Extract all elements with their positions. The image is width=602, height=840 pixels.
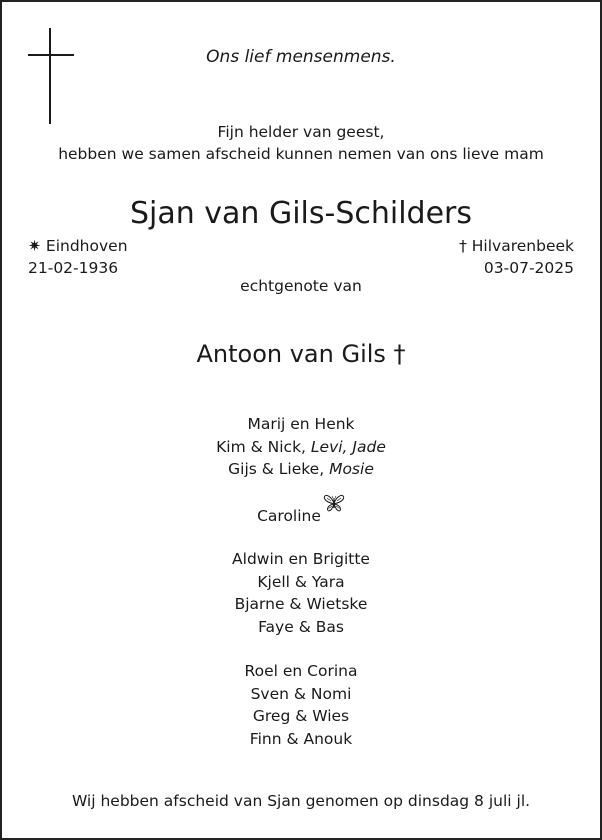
family-line: Sven & Nomi bbox=[250, 684, 352, 703]
family-line: Greg & Wies bbox=[252, 707, 350, 725]
intro-line-2: hebben we samen afscheid kunnen nemen van ons lieve mam bbox=[58, 145, 544, 163]
grandchildren-names: Levi, Jade bbox=[310, 437, 386, 456]
motto: Ons lief mensenmens. bbox=[206, 47, 396, 67]
family-names: Caroline bbox=[257, 507, 321, 525]
family-line: Kjell & Yara bbox=[257, 572, 345, 591]
family-line bbox=[0, 458, 602, 481]
family-line: Aldwin en Brigitte bbox=[232, 550, 370, 568]
family-group-2 bbox=[0, 503, 602, 528]
intro-text bbox=[0, 121, 602, 165]
birth-place: ✷ Eindhoven bbox=[28, 237, 128, 255]
family-group-4 bbox=[0, 660, 602, 750]
family-line: Bjarne & Wietske bbox=[234, 595, 368, 613]
death-info bbox=[459, 235, 574, 279]
family-group-1 bbox=[0, 413, 602, 481]
grandchildren-names: Mosie bbox=[329, 460, 374, 478]
family-line bbox=[0, 503, 602, 528]
family-line: Marij en Henk bbox=[247, 415, 355, 433]
family-line: Roel en Corina bbox=[244, 662, 358, 680]
spouse-name: Antoon van Gils † bbox=[196, 340, 406, 368]
cross-icon bbox=[28, 28, 76, 124]
spouse-label: echtgenote van bbox=[240, 277, 362, 295]
birth-info bbox=[28, 235, 128, 279]
butterfly-icon bbox=[323, 493, 345, 513]
family-line: Faye & Bas bbox=[258, 617, 344, 636]
death-place: † Hilvarenbeek bbox=[459, 237, 574, 255]
family-line bbox=[0, 436, 602, 459]
birth-date: 21-02-1936 bbox=[28, 259, 119, 277]
family-names: Kim & Nick, bbox=[216, 437, 311, 456]
closing-text: Wij hebben afscheid van Sjan genomen op dinsdag 8 juli jl. bbox=[71, 792, 531, 810]
family-names: Gijs & Lieke, bbox=[228, 460, 330, 478]
deceased-name: Sjan van Gils-Schilders bbox=[129, 196, 473, 231]
intro-line-1: Fijn helder van geest, bbox=[217, 123, 385, 141]
family-group-3 bbox=[0, 548, 602, 638]
family-line: Finn & Anouk bbox=[249, 729, 353, 748]
death-date: 03-07-2025 bbox=[483, 259, 574, 277]
